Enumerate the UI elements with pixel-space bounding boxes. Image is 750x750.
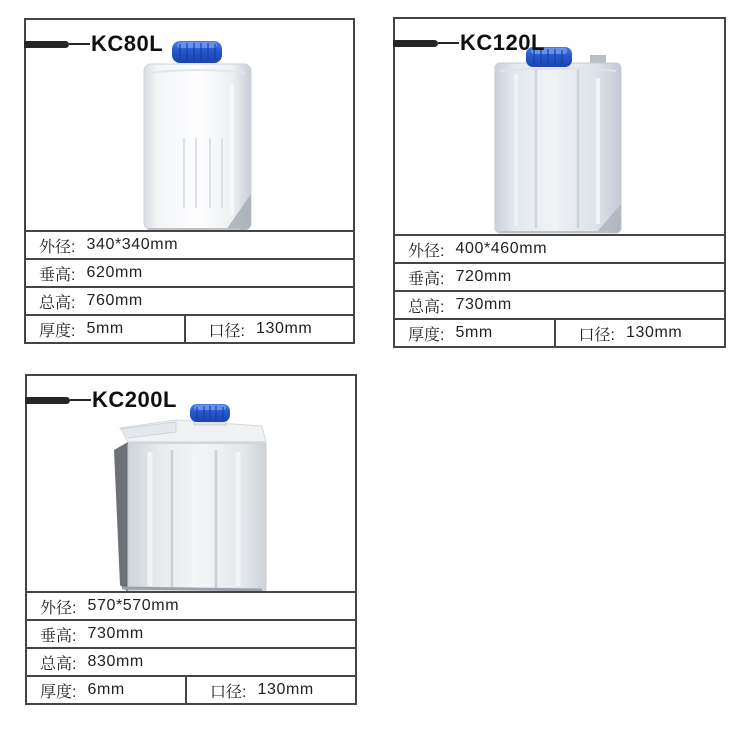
title-dash-decoration xyxy=(69,43,90,45)
spec-cell-thickness xyxy=(27,677,185,703)
product-model: KC200L xyxy=(92,387,177,412)
spec-row-vertical-height xyxy=(26,258,353,286)
spec-table xyxy=(27,591,355,703)
tank-side-face xyxy=(114,442,128,592)
spec-cell-mouth-diameter xyxy=(554,320,725,346)
spec-row-total-height xyxy=(26,286,353,314)
spec-label: 总高: xyxy=(39,294,76,312)
title-bar-decoration xyxy=(393,40,438,47)
spec-value: 130mm xyxy=(625,324,683,341)
spec-row-outer-size xyxy=(27,591,355,619)
spec-row-vertical-height xyxy=(27,619,355,647)
spec-row-outer-size xyxy=(395,234,724,262)
title-dash-decoration xyxy=(70,399,91,401)
spec-row-total-height xyxy=(27,647,355,675)
spec-value: 830mm xyxy=(87,653,144,670)
spec-label: 厚度: xyxy=(39,322,76,340)
spec-cell-thickness xyxy=(26,316,184,342)
spec-value: 400*460mm xyxy=(455,240,548,257)
spec-value: 340*340mm xyxy=(86,236,179,253)
spec-label: 外径: xyxy=(40,599,77,617)
tank-photo-kc200l xyxy=(112,402,280,598)
spec-value: 730mm xyxy=(455,296,512,313)
title-bar-decoration xyxy=(24,41,69,48)
tank-photo-kc80l xyxy=(140,40,258,232)
product-card-kc200l xyxy=(25,374,357,705)
spec-cell-mouth-diameter xyxy=(184,316,354,342)
spec-label: 厚度: xyxy=(408,326,445,344)
spec-row-thickness-mouth xyxy=(26,314,353,342)
spec-label: 外径: xyxy=(39,238,76,256)
spec-label: 总高: xyxy=(40,655,77,673)
spec-value: 720mm xyxy=(455,268,512,285)
spec-label: 垂高: xyxy=(39,266,76,284)
spec-value: 760mm xyxy=(86,292,143,309)
spec-label: 口径: xyxy=(210,683,247,701)
spec-row-outer-size xyxy=(26,230,353,258)
product-title xyxy=(24,33,163,55)
tank-handle-notch xyxy=(590,55,606,63)
spec-row-thickness-mouth xyxy=(395,318,724,346)
spec-label: 厚度: xyxy=(40,683,77,701)
spec-table xyxy=(395,234,724,346)
product-model: KC120L xyxy=(460,30,545,55)
product-title xyxy=(25,389,177,411)
spec-value: 570*570mm xyxy=(87,597,180,614)
spec-row-thickness-mouth xyxy=(27,675,355,703)
spec-table xyxy=(26,230,353,342)
spec-label: 外径: xyxy=(408,242,445,260)
spec-label: 口径: xyxy=(578,326,615,344)
spec-cell-mouth-diameter xyxy=(185,677,355,703)
spec-label: 口径: xyxy=(208,322,245,340)
product-card-kc80l xyxy=(24,18,355,344)
spec-value: 5mm xyxy=(86,320,124,337)
product-title xyxy=(393,32,545,54)
title-dash-decoration xyxy=(438,42,459,44)
spec-value: 730mm xyxy=(87,625,144,642)
spec-label: 垂高: xyxy=(408,270,445,288)
spec-value: 6mm xyxy=(87,681,125,698)
spec-value: 130mm xyxy=(257,681,314,698)
spec-row-total-height xyxy=(395,290,724,318)
spec-cell-thickness xyxy=(395,320,554,346)
spec-value: 5mm xyxy=(455,324,493,341)
tank-cap-blue xyxy=(190,404,230,422)
tank-cap-blue xyxy=(172,41,222,63)
spec-value: 620mm xyxy=(86,264,143,281)
tank-body xyxy=(144,64,251,230)
spec-value: 130mm xyxy=(255,320,313,337)
tank-photo-kc120l xyxy=(490,46,630,236)
spec-label: 总高: xyxy=(408,298,445,316)
title-bar-decoration xyxy=(25,397,70,404)
spec-row-vertical-height xyxy=(395,262,724,290)
product-model: KC80L xyxy=(91,31,164,56)
tank-bottom-shadow xyxy=(122,588,262,590)
spec-label: 垂高: xyxy=(40,627,77,645)
product-card-kc120l xyxy=(393,17,726,348)
